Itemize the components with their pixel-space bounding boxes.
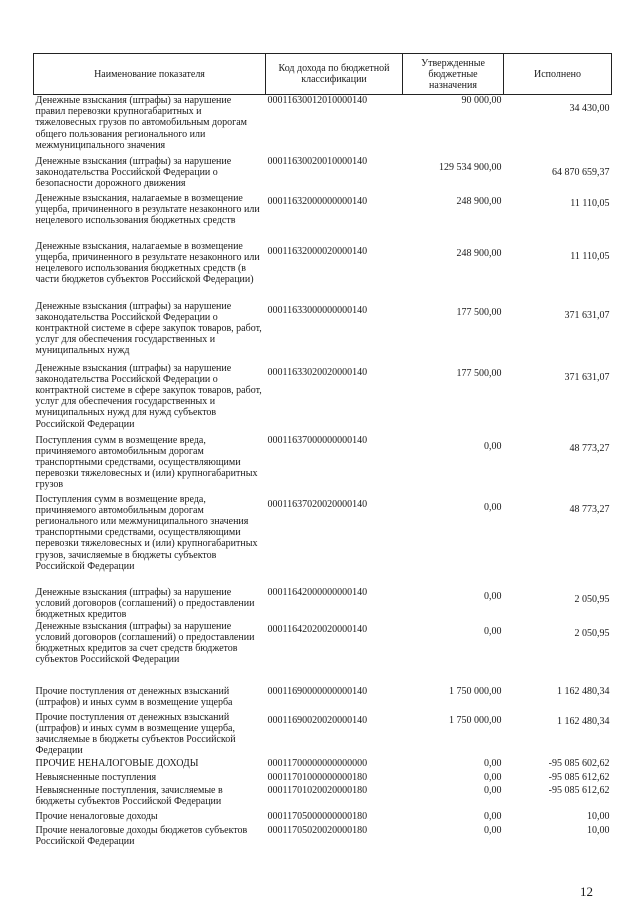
table-row (34, 301, 612, 363)
row-approved: 0,00 (484, 440, 502, 452)
row-executed: 34 430,00 (569, 103, 610, 114)
row-approved: 177 500,00 (456, 367, 502, 379)
row-approved: 0,00 (484, 757, 502, 769)
row-name: ПРОЧИЕ НЕНАЛОГОВЫЕ ДОХОДЫ (35, 757, 199, 769)
row-approved: 90 000,00 (461, 95, 502, 106)
row-name: Невыясненные поступления, зачисляемые в бюджеты субъектов Российской Федерации (35, 784, 223, 807)
row-executed: 48 773,27 (569, 503, 610, 515)
row-executed: 2 050,95 (574, 627, 610, 639)
row-name: Прочие поступления от денежных взысканий (штрафов) и иных сумм в возмещение ущерба (35, 685, 233, 708)
row-approved: 0,00 (484, 784, 502, 796)
row-executed: 10,00 (587, 824, 610, 836)
row-name: Поступления сумм в возмещение вреда, причиняемого автомобильным дорогам транспортными средствами, осуществляющими перевозки тяжеловесных и (или) крупногабаритных грузов (35, 434, 258, 491)
table-row (34, 193, 612, 241)
row-code: 00011630012010000140 (267, 95, 368, 106)
row-name: Прочие неналоговые доходы (35, 810, 158, 822)
row-approved: 1 750 000,00 (449, 714, 502, 726)
table-row (34, 758, 612, 772)
row-executed: -95 085 602,62 (548, 757, 610, 769)
table-row (34, 825, 612, 851)
row-code: 00011690000000000140 (267, 685, 368, 697)
row-executed: 1 162 480,34 (557, 685, 610, 697)
row-name: Денежные взыскания (штрафы) за нарушение законодательства Российской Федерации о безопасности дорожного движения (35, 155, 232, 189)
row-code: 00011637020020000140 (267, 498, 368, 510)
table-row (34, 587, 612, 621)
row-approved: 177 500,00 (456, 306, 502, 318)
row-approved: 0,00 (484, 771, 502, 783)
row-name: Денежные взыскания (штрафы) за нарушение условий договоров (соглашений) о предоставлении бюджетных кредитов за счет средств бюджетов субъектов Российской Федерации (35, 620, 255, 666)
row-name: Денежные взыскания (штрафы) за нарушение условий договоров (соглашений) о предоставлении бюджетных кредитов (35, 586, 255, 620)
row-approved: 0,00 (484, 824, 502, 836)
header-executed: Исполнено (504, 54, 612, 95)
table-row (34, 785, 612, 811)
header-approved: Утвержденные бюджетные назначения (403, 54, 504, 95)
row-name: Поступления сумм в возмещение вреда, причиняемого автомобильным дорогам регионального или межмуниципального значения транспортными средствами, осуществляющими перевозки тяжеловесных и (или) крупногабаритных грузов, зачисляемые в бюджеты субъектов Российской Федерации (35, 493, 258, 572)
row-name: Денежные взыскания (штрафы) за нарушение правил перевозки крупногабаритных и тяжеловесных грузов по автомобильным дорогам общего пользования регионального или межмуниципального значения (35, 95, 247, 151)
row-code: 00011632000000000140 (267, 195, 368, 207)
row-executed: 11 110,05 (570, 197, 610, 209)
row-approved: 0,00 (484, 625, 502, 637)
row-executed: 371 631,07 (564, 371, 610, 383)
row-executed: -95 085 612,62 (548, 784, 610, 796)
row-name: Денежные взыскания, налагаемые в возмещение ущерба, причиненного в результате незаконного или нецелевого использования бюджетных средств (в части бюджетов субъектов Российской Федерации) (35, 240, 260, 286)
row-approved: 1 750 000,00 (449, 685, 502, 697)
table-row (34, 494, 612, 587)
row-code: 00011642000000000140 (267, 586, 368, 598)
row-code: 00011705020020000180 (267, 824, 368, 836)
row-code: 00011633000000000140 (267, 304, 368, 316)
row-code: 00011632000020000140 (267, 245, 368, 257)
row-code: 00011642020020000140 (267, 623, 368, 635)
row-approved: 0,00 (484, 590, 502, 602)
row-approved: 129 534 900,00 (439, 161, 502, 173)
row-executed: -95 085 612,62 (548, 771, 610, 783)
row-name: Прочие неналоговые доходы бюджетов субъектов Российской Федерации (35, 824, 248, 847)
table-row (34, 363, 612, 435)
row-executed: 48 773,27 (569, 442, 610, 454)
row-code: 00011637000000000140 (267, 434, 368, 446)
row-name: Денежные взыскания (штрафы) за нарушение законодательства Российской Федерации о контрактной системе в сфере закупок товаров, работ, услуг для обеспечения государственных и муниципальных нужд для нужд субъектов Российской Федерации (35, 362, 262, 430)
row-approved: 248 900,00 (456, 195, 502, 207)
row-approved: 248 900,00 (456, 247, 502, 259)
row-approved: 0,00 (484, 501, 502, 513)
row-name: Денежные взыскания, налагаемые в возмещение ущерба, причиненного в результате незаконного или нецелевого использования бюджетных средств (35, 192, 260, 226)
table-row (34, 621, 612, 686)
table-row (34, 241, 612, 301)
row-executed: 11 110,05 (570, 250, 610, 262)
table-row (34, 772, 612, 785)
row-executed: 2 050,95 (574, 593, 610, 605)
header-indicator-name: Наименование показателя (34, 54, 266, 95)
row-approved: 0,00 (484, 810, 502, 822)
row-name: Прочие поступления от денежных взысканий (штрафов) и иных сумм в возмещение ущерба, зачисляемые в бюджеты субъектов Российской Федерации (35, 711, 236, 757)
row-executed: 1 162 480,34 (557, 715, 610, 727)
row-code: 00011690020020000140 (267, 714, 368, 726)
row-code: 00011633020020000140 (267, 366, 368, 378)
row-executed: 64 870 659,37 (552, 166, 610, 178)
table-row (34, 811, 612, 825)
row-code: 00011630020010000140 (267, 155, 368, 167)
row-code: 00011701020020000180 (267, 784, 368, 796)
table-row (34, 686, 612, 712)
row-code: 00011701000000000180 (267, 771, 368, 783)
page-number: 12 (580, 884, 593, 899)
row-executed: 10,00 (587, 810, 610, 822)
row-executed: 371 631,07 (564, 309, 610, 321)
header-budget-code: Код дохода по бюджетной классификации (266, 54, 403, 95)
row-name: Невыясненные поступления (35, 771, 157, 783)
table-row (34, 435, 612, 494)
table-header-row (34, 54, 612, 95)
table-row (34, 156, 612, 193)
row-code: 00011700000000000000 (267, 757, 368, 769)
table-row (34, 95, 612, 156)
row-code: 00011705000000000180 (267, 810, 368, 822)
revenue-table (33, 53, 612, 851)
table-row (34, 712, 612, 758)
row-name: Денежные взыскания (штрафы) за нарушение законодательства Российской Федерации о контрактной системе в сфере закупок товаров, работ, услуг для обеспечения государственных и муниципальных нужд (35, 300, 262, 357)
